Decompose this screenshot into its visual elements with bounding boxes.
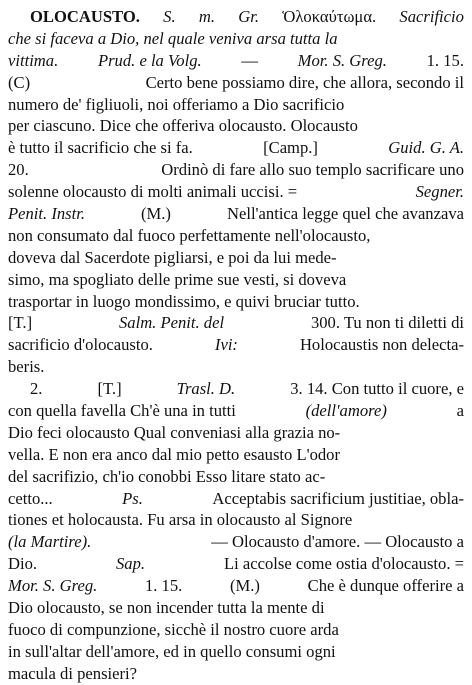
entry-text-segment: Acceptabis sacrificium justitiae, obla- (212, 488, 464, 508)
entry-text-segment: sacrificio d'olocausto. (8, 335, 153, 355)
entry-text-segment: 300. Tu non ti diletti di (310, 313, 464, 333)
entry-line (8, 531, 464, 553)
entry-line (8, 50, 464, 72)
entry-text-segment: macula di pensieri? (8, 663, 138, 683)
entry-text-segment: in sull'altar dell'amore, ed in quello consumi ogni (8, 641, 336, 661)
entry-text-segment: Gr. (238, 7, 259, 26)
entry-text-segment: 1. 15. (144, 576, 183, 596)
entry-text-segment: Penit. Instr. (8, 204, 85, 224)
entry-line (8, 400, 464, 422)
entry-text-segment: Li accolse come ostia d'olocausto. = (224, 554, 464, 574)
entry-line (8, 509, 464, 531)
entry-text-segment: del sacrifizio, ch'io conobbi Esso litare stato ac- (8, 466, 326, 486)
entry-text-segment: S. (163, 7, 176, 26)
entry-line (8, 663, 464, 685)
entry-text-segment: a (456, 401, 464, 421)
entry-text-segment: solenne olocausto di molti animali uccisi. = (8, 182, 298, 202)
entry-text-segment: 3. 14. Con tutto il cuore, e (290, 379, 464, 399)
entry-line (8, 597, 464, 619)
entry-line (8, 115, 464, 137)
entry-line (8, 28, 464, 50)
entry-line (8, 6, 464, 28)
entry-text-segment: Sacrificio (399, 7, 464, 26)
entry-text-segment: (dell'amore) (305, 401, 387, 421)
entry-text-segment: è tutto il sacrificio che si fa. (8, 138, 193, 158)
entry-line (8, 137, 464, 159)
entry-text-segment: Ὁλοκαύτωμα. (282, 7, 377, 26)
entry-text-segment: cetto... (8, 488, 53, 508)
entry-text-segment: Ps. (122, 488, 143, 508)
entry-line (8, 575, 464, 597)
entry-line (8, 553, 464, 575)
entry-text-segment: vella. E non era anco dal mio petto esausto L'odor (8, 444, 340, 464)
entry-text-segment: Mor. S. Greg. (297, 50, 387, 70)
entry-text-segment: Dio. (8, 554, 38, 574)
entry-text-segment: Salm. Penit. del (118, 313, 225, 333)
entry-text-segment: numero de' figliuoli, noi offeriamo a Dio sacrificio (8, 94, 345, 114)
entry-text-segment: Segner. (415, 182, 464, 202)
entry-text-segment: (C) (8, 72, 31, 92)
entry-text-segment: fuoco di compunzione, sicchè il nostro cuore arda (8, 619, 339, 639)
entry-line (8, 291, 464, 313)
entry-text-segment: non consumato dal fuoco perfettamente nell'olocausto, (8, 225, 371, 245)
entry-text-segment: Ivi: (214, 335, 238, 355)
entry-text-segment: [T.] (8, 313, 33, 333)
entry-line (8, 159, 464, 181)
entry-text-segment: tiones et holocausta. Fu arsa in olocausto al Signore (8, 510, 353, 530)
entry-text-segment: [T.] (97, 379, 122, 399)
entry-text-segment: Prud. e la Volg. (97, 50, 202, 70)
entry-text-segment: OLOCAUSTO. (30, 7, 140, 26)
entry-text-segment: con quella favella Ch'è una in tutti (8, 401, 236, 421)
entry-text-segment: (M.) (229, 576, 260, 596)
entry-line (8, 181, 464, 203)
entry-line (8, 641, 464, 663)
entry-text-segment: Che è dunque offerire a (307, 576, 464, 596)
entry-line (8, 619, 464, 641)
entry-text-segment: che si faceva a Dio, nel quale veniva arsa tutta la (8, 28, 338, 48)
entry-line (8, 269, 464, 291)
entry-line (8, 356, 464, 378)
entry-line (8, 488, 464, 510)
entry-text-segment: Trasl. D. (176, 379, 236, 399)
entry-text-segment: — Olocausto d'amore. — Olocausto a (211, 532, 464, 552)
entry-line (8, 466, 464, 488)
entry-text-segment: Holocaustis non delecta- (299, 335, 464, 355)
entry-text-segment: m. (198, 7, 215, 26)
entry-text-segment: 20. (8, 160, 29, 180)
entry-line (8, 203, 464, 225)
dictionary-entry-olocausto (8, 6, 464, 685)
entry-line (8, 334, 464, 356)
entry-text-segment: Dio feci olocausto Qual conveniasi alla grazia no- (8, 422, 341, 442)
entry-text-segment: vittima. (8, 50, 59, 70)
entry-line (8, 422, 464, 444)
entry-text-segment: trasportar in luogo mondissimo, e quivi bruciar tutto. (8, 291, 360, 311)
entry-text-segment: 1. 15. (426, 50, 464, 70)
entry-line (8, 247, 464, 269)
entry-text-segment: Ordinò di fare allo suo templo sacrificare uno (161, 160, 464, 180)
entry-line (8, 378, 464, 400)
entry-line (8, 225, 464, 247)
entry-text-segment: (M.) (141, 204, 171, 224)
entry-text-segment: Mor. S. Greg. (8, 576, 98, 596)
entry-text-segment: (la Martire). (8, 532, 92, 552)
entry-text-segment: Guid. G. A. (388, 138, 464, 158)
entry-text-segment: Nell'antica legge quel che avanzava (226, 204, 464, 224)
entry-line (8, 444, 464, 466)
entry-text-segment: doveva dal Sacerdote pigliarsi, e poi da lui mede- (8, 247, 337, 267)
entry-text-segment: 2. (30, 379, 43, 399)
entry-text-segment: Dio olocausto, se non incender tutta la mente di (8, 598, 325, 618)
entry-line (8, 72, 464, 94)
entry-text-segment: Certo bene possiamo dire, che allora, secondo il (145, 72, 464, 92)
entry-text-segment: per ciascuno. Dice che offeriva olocausto. Olocausto (8, 116, 358, 136)
entry-line (8, 312, 464, 334)
entry-text-segment: — (241, 50, 258, 70)
entry-text-segment: beris. (8, 357, 45, 377)
entry-text-segment: simo, ma spogliato delle prime sue vesti, si doveva (8, 269, 347, 289)
entry-text-segment: Sap. (116, 554, 146, 574)
entry-line (8, 94, 464, 116)
entry-text-segment: [Camp.] (263, 138, 318, 158)
